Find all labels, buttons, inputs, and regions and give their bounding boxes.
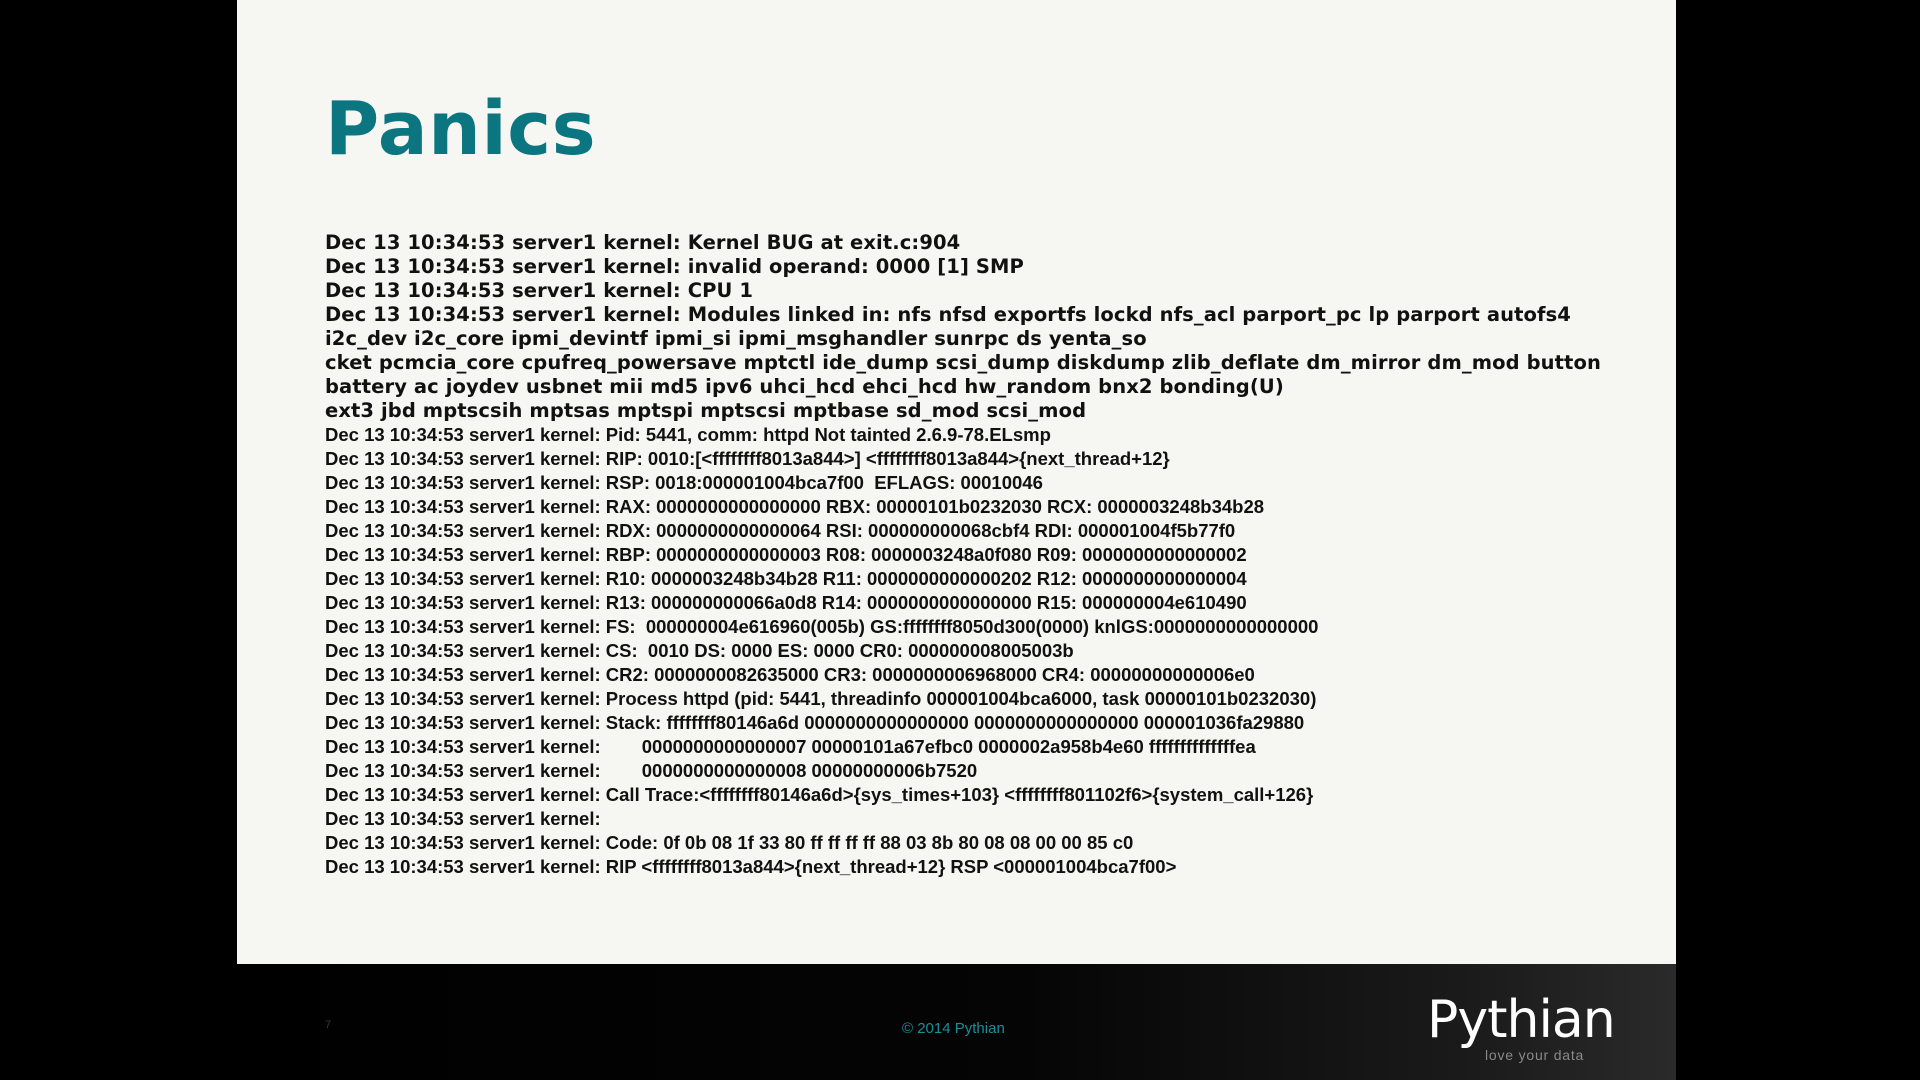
- page-number: 7: [325, 1019, 332, 1031]
- log-line: Dec 13 10:34:53 server1 kernel: Modules linked in: nfs nfsd exportfs lockd nfs_acl parport_pc lp parport autofs4: [325, 303, 1571, 326]
- log-line: Dec 13 10:34:53 server1 kernel: RIP: 0010:[<ffffffff8013a844>] <ffffffff8013a844>{next_thread+12}: [325, 448, 1170, 469]
- log-line: Dec 13 10:34:53 server1 kernel:: [325, 808, 601, 829]
- log-line: Dec 13 10:34:53 server1 kernel: Code: 0f 0b 08 1f 33 80 ff ff ff ff 88 03 8b 80 08 08 00 00 85 c0: [325, 832, 1134, 853]
- log-line: Dec 13 10:34:53 server1 kernel: R10: 0000003248b34b28 R11: 0000000000000202 R12: 0000000000000004: [325, 568, 1247, 589]
- log-line: Dec 13 10:34:53 server1 kernel: RIP <ffffffff8013a844>{next_thread+12} RSP <000001004bca7f00>: [325, 856, 1177, 877]
- kernel-log: [325, 231, 1665, 879]
- log-line: ext3 jbd mptscsih mptsas mptspi mptscsi mptbase sd_mod scsi_mod: [325, 399, 1087, 422]
- log-line: Dec 13 10:34:53 server1 kernel: RDX: 0000000000000064 RSI: 000000000068cbf4 RDI: 000001004f5b77f0: [325, 520, 1236, 541]
- logo-wordmark: Pythian: [1427, 990, 1615, 1050]
- log-line: Dec 13 10:34:53 server1 kernel: Process httpd (pid: 5441, threadinfo 000001004bca6000, task 00000101b0232030): [325, 688, 1317, 709]
- log-line: Dec 13 10:34:53 server1 kernel: 0000000000000007 00000101a67efbc0 0000002a958b4e60 ffffffffffffffea: [325, 736, 1256, 757]
- copyright-text: © 2014 Pythian: [902, 1020, 1005, 1037]
- log-line: Dec 13 10:34:53 server1 kernel: R13: 000000000066a0d8 R14: 0000000000000000 R15: 000000004e610490: [325, 592, 1247, 613]
- log-line: Dec 13 10:34:53 server1 kernel: Kernel BUG at exit.c:904: [325, 231, 961, 254]
- logo-tagline: love your data: [1485, 1047, 1585, 1063]
- log-line: battery ac joydev usbnet mii md5 ipv6 uhci_hcd ehci_hcd hw_random bnx2 bonding(U): [325, 375, 1284, 398]
- pythian-logo: [1427, 990, 1627, 1064]
- log-line: Dec 13 10:34:53 server1 kernel: CS: 0010 DS: 0000 ES: 0000 CR0: 000000008005003b: [325, 640, 1074, 661]
- log-line: Dec 13 10:34:53 server1 kernel: RAX: 0000000000000000 RBX: 00000101b0232030 RCX: 0000003248b34b28: [325, 496, 1265, 517]
- log-line: Dec 13 10:34:53 server1 kernel: CR2: 0000000082635000 CR3: 0000000006968000 CR4: 00000000000006e0: [325, 664, 1255, 685]
- log-line: Dec 13 10:34:53 server1 kernel: Pid: 5441, comm: httpd Not tainted 2.6.9-78.ELsmp: [325, 424, 1051, 445]
- log-line: cket pcmcia_core cpufreq_powersave mptctl ide_dump scsi_dump diskdump zlib_deflate dm_mirror dm_mod button: [325, 351, 1601, 374]
- log-line: i2c_dev i2c_core ipmi_devintf ipmi_si ipmi_msghandler sunrpc ds yenta_so: [325, 327, 1147, 350]
- slide-title: Panics: [325, 86, 597, 172]
- log-line: Dec 13 10:34:53 server1 kernel: RSP: 0018:000001004bca7f00 EFLAGS: 00010046: [325, 472, 1043, 493]
- log-line: Dec 13 10:34:53 server1 kernel: RBP: 0000000000000003 R08: 0000003248a0f080 R09: 0000000000000002: [325, 544, 1247, 565]
- slide-footer: [237, 964, 1676, 1080]
- log-line: Dec 13 10:34:53 server1 kernel: Call Trace:<ffffffff80146a6d>{sys_times+103} <ffffffff801102f6>{system_call+126}: [325, 784, 1314, 805]
- slide: [237, 0, 1676, 964]
- log-line: Dec 13 10:34:53 server1 kernel: Stack: ffffffff80146a6d 0000000000000000 0000000000000000 000001036fa29880: [325, 712, 1305, 733]
- log-line: Dec 13 10:34:53 server1 kernel: 0000000000000008 00000000006b7520: [325, 760, 978, 781]
- log-line: Dec 13 10:34:53 server1 kernel: invalid operand: 0000 [1] SMP: [325, 255, 1024, 278]
- log-line: Dec 13 10:34:53 server1 kernel: CPU 1: [325, 279, 753, 302]
- log-line: Dec 13 10:34:53 server1 kernel: FS: 000000004e616960(005b) GS:ffffffff8050d300(0000) knlGS:0000000000000000: [325, 616, 1319, 637]
